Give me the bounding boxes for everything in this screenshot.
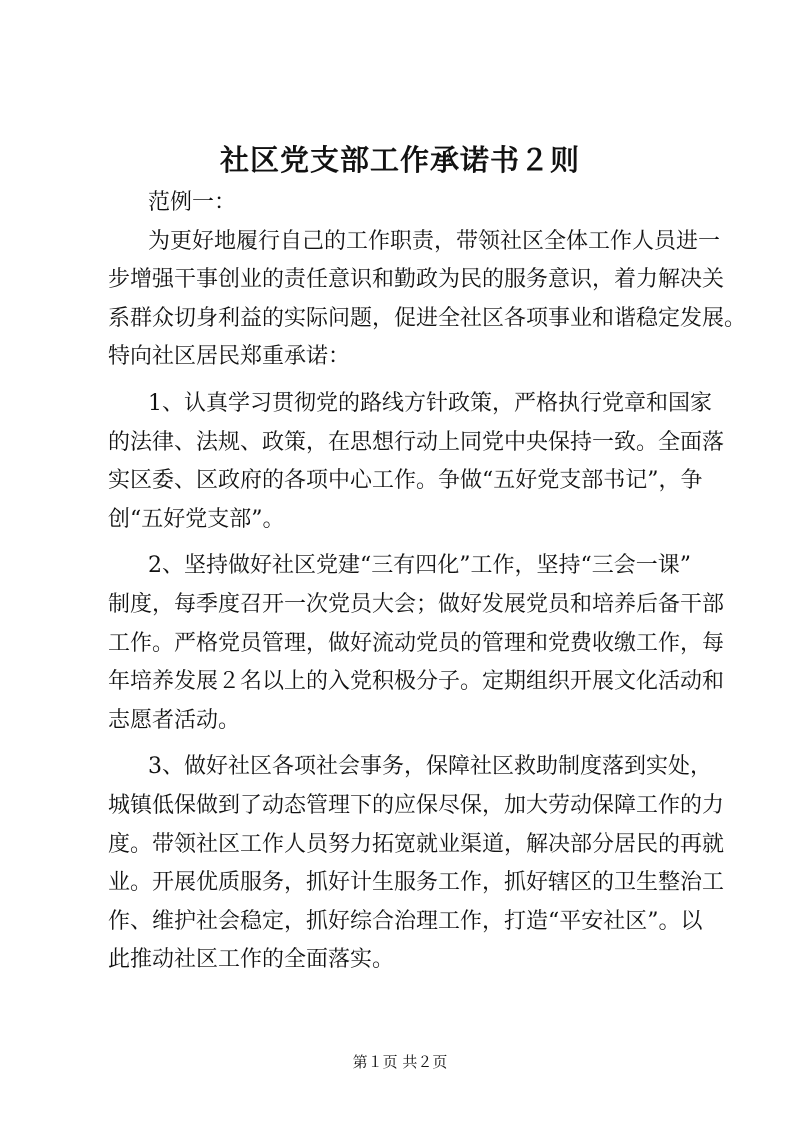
paragraph-line: 1、认真学习贯彻党的路线方针政策，严格执行党章和国家 — [148, 390, 712, 416]
paragraph-line: 业。开展优质服务，抓好计生服务工作，抓好辖区的卫生整治工 — [108, 870, 725, 896]
paragraph-line: 年培养发展２名以上的入党积极分子。定期组织开展文化活动和 — [108, 669, 725, 695]
paragraph-line: 步增强干事创业的责任意识和勤政为民的服务意识，着力解决关 — [108, 267, 725, 293]
paragraph-line: 系群众切身利益的实际问题，促进全社区各项事业和谐稳定发展。 — [108, 305, 747, 331]
paragraph-line: 此推动社区工作的全面落实。 — [108, 947, 395, 973]
paragraph-line: 工作。严格党员管理，做好流动党员的管理和党费收缴工作，每 — [108, 630, 725, 656]
paragraph-line: 为更好地履行自己的工作职责，带领社区全体工作人员进一 — [148, 228, 721, 254]
paragraph-line: 城镇低保做到了动态管理下的应保尽保，加大劳动保障工作的力 — [108, 792, 725, 818]
section-label: 范例一： — [148, 190, 237, 215]
page-number-footer: 第１页 共２页 — [352, 1053, 448, 1071]
paragraph-line: 作、维护社会稳定，抓好综合治理工作，打造“平安社区”。以 — [108, 908, 703, 934]
paragraph-line: 制度，每季度召开一次党员大会；做好发展党员和培养后备干部 — [108, 591, 725, 617]
paragraph-line: 特向社区居民郑重承诺： — [108, 344, 351, 370]
paragraph-line: 创“五好党支部”。 — [108, 506, 285, 532]
document-title: 社区党支部工作承诺书２则 — [219, 143, 580, 177]
paragraph-line: 志愿者活动。 — [108, 707, 241, 733]
paragraph-line: 3、做好社区各项社会事务，保障社区救助制度落到实处， — [148, 754, 712, 780]
paragraph-line: 的法律、法规、政策，在思想行动上同党中央保持一致。全面落 — [108, 429, 725, 455]
paragraph-line: 度。带领社区工作人员努力拓宽就业渠道，解决部分居民的再就 — [108, 831, 725, 857]
paragraph-line: 2、坚持做好社区党建“三有四化”工作，坚持“三会一课” — [148, 553, 691, 579]
document-body — [108, 184, 747, 980]
paragraph-line: 实区委、区政府的各项中心工作。争做“五好党支部书记”，争 — [108, 468, 703, 494]
